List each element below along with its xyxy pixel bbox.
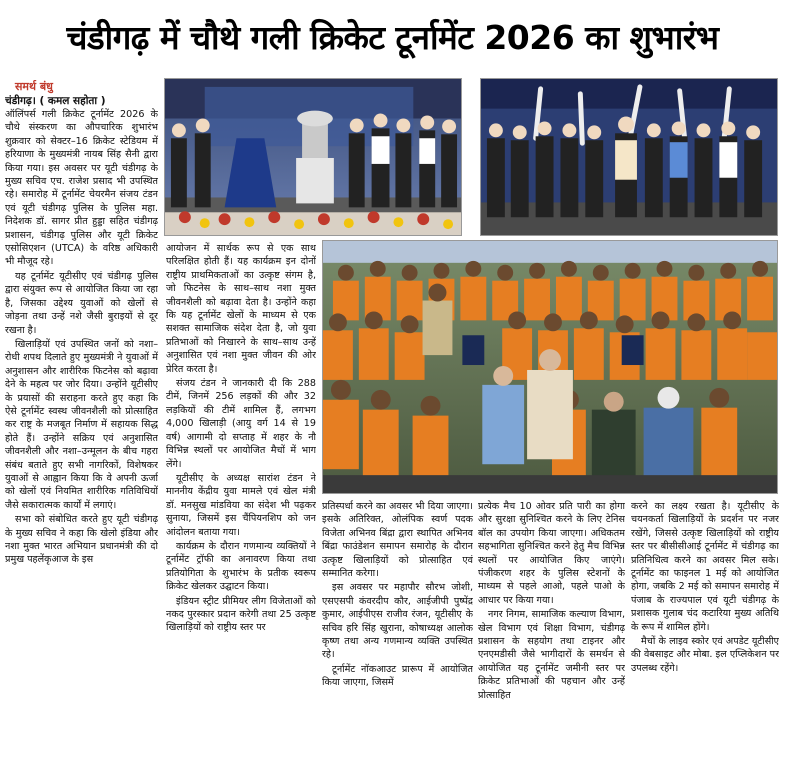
paragraph: प्रतिस्पर्धा करने का अवसर भी दिया जाएगा। इसके अतिरिक्त, ओलंपिक स्वर्ण पदक विजेता अभिनव बिंद्रा द्वारा स्थापित अभिनव बिंद्रा फाउंडेशन समापन समारोह के दौरान उत्कृष्ट खिलाड़ियों को प्रोत्साहित एवं सम्मानित करेगा। — [322, 501, 473, 580]
paragraph: कार्यक्रम के दौरान गणमान्य व्यक्तियों ने टूर्नामेंट ट्रॉफी का अनावरण किया तथा प्रतियोगिता के शुभारंभ के प्रतीक स्वरूप क्रिकेट खेलकर उद्घाटन किया। — [166, 540, 316, 593]
paragraph: करने का लक्ष्य रखता है। यूटीसीए के चयनकर्ता खिलाड़ियों के प्रदर्शन पर नजर रखेंगे, जिससे उत्कृष्ट खिलाड़ियों को राष्ट्रीय स्तर पर बीसीसीआई टूर्नामेंट में चंडीगढ़ का प्रतिनिधित्व करने का अवसर मिल सके। टूर्नामेंट का फाइनल 1 मई को आयोजित होगा, जबकि 2 मई को समापन समारोह में पंजाब के राज्यपाल एवं यूटी चंडीगढ़ के प्रशासक गुलाब चंद कटारिया मुख्य अतिथि के रूप में शामिल होंगे। — [631, 501, 779, 633]
paragraph: ऑलिंपर्स गली क्रिकेट टूर्नामेंट 2026 के चौथे संस्करण का औपचारिक शुभारंभ शुक्रवार को सेक्टर–16 क्रिकेट स्टेडियम में हरियाणा के मुख्यमंत्री नायब सिंह सैनी द्वारा किया गया। इस अवसर पर यूटी चंडीगढ़ के मुख्य सचिव एच. राजेश प्रसाद भी उपस्थित रहे। समारोह में टूर्नामेंट चेयरमैन संजय टंडन एवं यूटी चंडीगढ़ पुलिस के पुलिस महा. निदेशक डॉ. सागर प्रीत हुड्डा सहित चंडीगढ़ प्रशासन, चंडीगढ़ पुलिस और यूटी क्रिकेट एसोसिएशन (UTCA) के वरिष्ठ अधिकारी भी मौजूद रहे। — [5, 109, 158, 268]
article-column-2 — [166, 242, 316, 762]
paragraph: सभा को संबोधित करते हुए यूटी चंडीगढ़ के मुख्य सचिव ने कहा कि खेलो इंडिया और नशा मुक्त भारत अभियान प्रधानमंत्री की दो प्रमुख पहलेंकृआज के इस — [5, 514, 158, 566]
paragraph: यह टूर्नामेंट यूटीसीए एवं चंडीगढ़ पुलिस द्वारा संयुक्त रूप से आयोजित किया जा रहा है, जिसका उद्देश्य युवाओं को खेलों से जोड़ना तथा उन्हें नशे जैसी बुराइयों से दूर रखना है। — [5, 270, 158, 336]
officials-with-bats-photo — [480, 78, 778, 236]
paragraph: टूर्नामेंट नॉकआउट प्रारूप में आयोजित किया जाएगा, जिसमें — [322, 663, 473, 689]
paragraph: मैचों के लाइव स्कोर एवं अपडेट यूटीसीए की वेबसाइट और मोबा. इल एप्लिकेशन पर उपलब्ध रहेंगे। — [631, 636, 779, 674]
byline-author: समर्थ बंधु — [15, 80, 53, 93]
byline-dateline: चंडीगढ़। ( कमल सहोता ) — [5, 95, 106, 107]
paragraph: इस अवसर पर महापौर सौरभ जोशी, एसएसपी कंवरदीप कौर, आईजीपी पुष्पेंद्र कुमार, आईपीएस राजीव रंजन, यूटीसीए के सचिव हरि सिंह खुराना, कोषाध्यक्ष आलोक कृष्ण तथा अन्य गणमान्य व्यक्ति उपस्थित रहे। — [322, 582, 473, 661]
paragraph: प्रत्येक मैच 10 ओवर प्रति पारी का होगा और सुरक्षा सुनिश्चित करने के लिए टेनिस बॉल का उपयोग किया जाएगा। अधिकतम सहभागिता सुनिश्चित करने हेतु मैच विभिन्न स्थलों पर आयोजित किए जाएंगे। पंजीकरण शहर के पुलिस स्टेशनों के माध्यम से पहले आओ, पहले पाओ के आधार पर किया गया। — [478, 501, 625, 606]
paragraph: आयोजन में सार्थक रूप से एक साथ परिलक्षित होती हैं। यह कार्यक्रम इन दोनों राष्ट्रीय प्राथमिकताओं का उत्कृष्ट संगम है, जो फिटनेस के साथ–साथ नशा मुक्त जीवनशैली को बढ़ावा देता है। उन्होंने कहा कि यह टूर्नामेंट खेलों के माध्यम से एक सशक्त सामाजिक संदेश देता है, जो युवा प्रतिभाओं को निखारने के साथ–साथ उन्हें अनुशासित एवं नशा मुक्त जीवन की ओर प्रेरित करता है। — [166, 243, 316, 375]
article-column-4 — [478, 500, 625, 762]
paragraph: संजय टंडन ने जानकारी दी कि 288 टीमें, जिनमें 256 लड़कों की और 32 लड़कियों की टीमें शामिल हैं, लगभग 4,000 खिलाड़ी (आयु वर्ग 14 से 19 वर्ष) आगामी दो सप्ताह में शहर के नौ विभिन्न स्थलों पर आयोजित मैचों में भाग लेंगे। — [166, 378, 316, 470]
trophy-unveiling-photo — [164, 78, 462, 236]
paragraph: यूटीसीए के अध्यक्ष सारांश टंडन ने माननीय केंद्रीय युवा मामले एवं खेल मंत्री डॉ. मनसुख मांडविया का संदेश भी पढ़कर सुनाया, जिसमें इस चैंपियनशिप को जन आंदोलन बताया गया। — [166, 472, 316, 538]
paragraph: इंडियन स्ट्रीट प्रीमियर लीग विजेताओं को नकद पुरस्कार प्रदान करेगी तथा 25 उत्कृष्ट खिलाड़ियों को राष्ट्रीय स्तर पर — [166, 595, 316, 634]
headline: चंडीगढ़ में चौथे गली क्रिकेट टूर्नामेंट 2026 का शुभारंभ — [66, 17, 719, 57]
article-column-3 — [322, 500, 473, 762]
paragraph: नगर निगम, सामाजिक कल्याण विभाग, खेल विभाग एवं शिक्षा विभाग, चंडीगढ़ प्रशासन के सहयोग तथा टाइनर और एनएमडीसी जैसे भागीदारों के समर्थन से आयोजित यह टूर्नामेंट जमीनी स्तर पर क्रिकेट प्रतिभाओं की पहचान और उन्हें प्रोत्साहित — [478, 609, 625, 701]
article-column-5 — [631, 500, 779, 762]
article-column-1 — [5, 80, 158, 762]
players-group-photo — [322, 240, 778, 494]
paragraph: खिलाड़ियों एवं उपस्थित जनों को नशा–रोधी शपथ दिलाते हुए मुख्यमंत्री ने युवाओं में अनुशासन और शारीरिक फिटनेस को बढ़ावा देने के महत्व पर जोर दिया। उन्होंने यूटीसीए के प्रयासों की सराहना करते हुए कहा कि ऐसे टूर्नामेंट स्वस्थ जीवनशैली को प्रोत्साहित कर राष्ट्र के मजबूत निर्माण में सहायक सिद्ध होते हैं। उन्होंने सक्रिय एवं अनुशासित जीवनशैली और नशा–उन्मूलन के बीच गहरा संबंध बताते हुए सभी नागरिकों, विशेषकर युवाओं से आह्वान किया कि वे अपनी ऊर्जा को खेलों एवं नियमित शारीरिक गतिविधियों जैसे सकारात्मक कार्यों में लगाएं। — [5, 338, 158, 511]
